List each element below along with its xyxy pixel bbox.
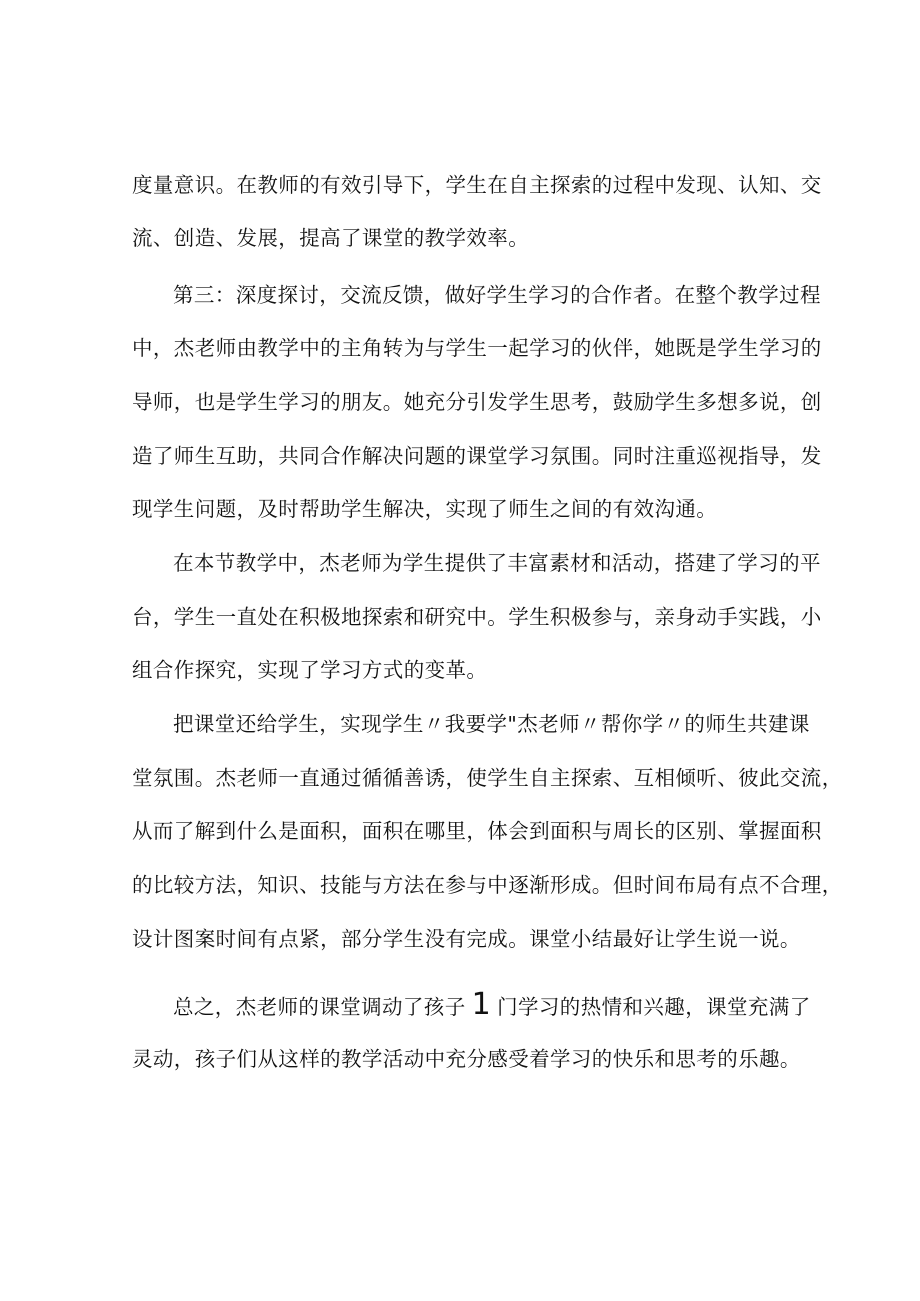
paragraph-5-line-1-part-1: 总之，杰老师的课堂调动了孩子 xyxy=(173,995,466,1019)
paragraph-3-line-2: 台，学生一直处在积极地探索和研究中。学生积极参与，亲身动手实践，小 xyxy=(132,605,822,629)
paragraph-5-line-1-part-2: 门学习的热情和兴趣，课堂充满了 xyxy=(497,995,811,1019)
paragraph-5-line-1 xyxy=(173,987,811,1022)
paragraph-4-line-1: 把课堂还给学生，实现学生〃我要学"杰老师〃帮你学〃的师生共建课 xyxy=(173,712,810,736)
paragraph-2-line-5: 现学生问题，及时帮助学生解决，实现了师生之间的有效沟通。 xyxy=(132,497,718,521)
paragraph-4-line-5: 设计图案时间有点紧，部分学生没有完成。课堂小结最好让学生说一说。 xyxy=(132,927,801,951)
paragraph-2-line-2: 中，杰老师由教学中的主角转为与学生一起学习的伙伴，她既是学生学习的 xyxy=(132,336,822,360)
paragraph-2-line-4: 造了师生互助，共同合作解决问题的课堂学习氛围。同时注重巡视指导，发 xyxy=(132,444,822,468)
paragraph-1-line-1: 度量意识。在教师的有效引导下，学生在自主探索的过程中发现、认知、交 xyxy=(132,173,822,197)
paragraph-4-line-4: 的比较方法，知识、技能与方法在参与中逐渐形成。但时间布局有点不合理， xyxy=(132,873,843,897)
paragraph-4-line-3: 从而了解到什么是面积，面积在哪里，体会到面积与周长的区别、掌握面积 xyxy=(132,819,822,843)
paragraph-5-line-2: 灵动，孩子们从这样的教学活动中充分感受着学习的快乐和思考的乐趣。 xyxy=(132,1047,801,1071)
paragraph-2-line-3: 导师，也是学生学习的朋友。她充分引发学生思考，鼓励学生多想多说，创 xyxy=(132,390,822,414)
paragraph-1-line-2: 流、创造、发展，提高了课堂的教学效率。 xyxy=(132,226,530,250)
paragraph-2-line-1: 第三：深度探讨，交流反馈，做好学生学习的合作者。在整个教学过程 xyxy=(173,283,821,307)
paragraph-5-large-digit: 1 xyxy=(471,987,492,1022)
paragraph-4-line-2: 堂氛围。杰老师一直通过循循善诱，使学生自主探索、互相倾听、彼此交流， xyxy=(132,766,843,790)
paragraph-3-line-1: 在本节教学中，杰老师为学生提供了丰富素材和活动，搭建了学习的平 xyxy=(173,551,821,575)
paragraph-3-line-3: 组合作探究，实现了学习方式的变革。 xyxy=(132,658,488,682)
